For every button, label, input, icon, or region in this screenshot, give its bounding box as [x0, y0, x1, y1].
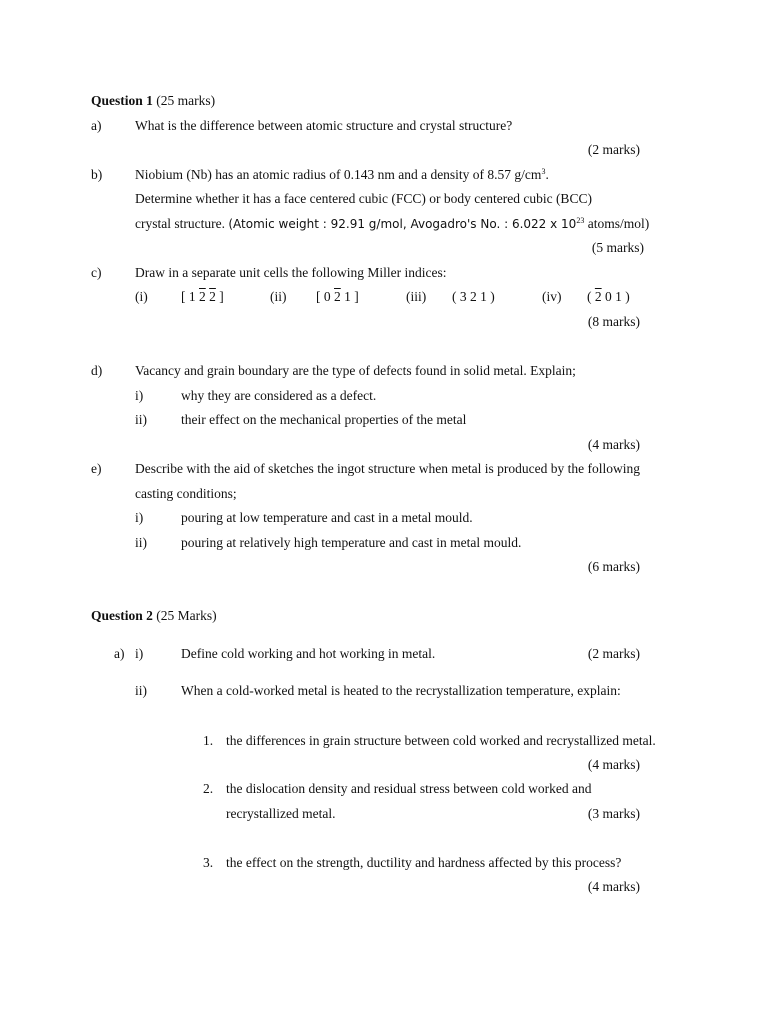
q1-b-line3: [135, 216, 649, 232]
q1-b-line1-end: .: [545, 167, 549, 182]
q1-c-iv-d3: 1: [615, 289, 622, 304]
q1-c-ii-index: [316, 289, 359, 305]
q1-c-i-label: (i): [135, 289, 148, 304]
q1-a-text: What is the difference between atomic structure and crystal structure?: [135, 118, 513, 133]
q1-b-marks: (5 marks): [591, 240, 644, 255]
q1-a-marks: (2 marks): [587, 142, 640, 157]
q1-c-iii-index: ( 3 2 1 ): [452, 289, 495, 304]
q1-c-iv-index: [587, 289, 630, 305]
q1-c-iv-d2: 0: [605, 289, 612, 304]
q2-item-2-num: 2.: [203, 781, 214, 796]
q2-item-3-text: the effect on the strength, ductility and hardness affected by this process?: [226, 855, 622, 870]
q1-c-iv-d1-bar: 2: [594, 289, 602, 304]
q1-a-label: a): [91, 118, 102, 133]
q1-d-ii-text: their effect on the mechanical properties of the metal: [181, 412, 467, 427]
q1-c-label: c): [91, 265, 102, 280]
question-2-marks: (25 Marks): [156, 608, 217, 623]
question-2-title: Question 2: [91, 608, 153, 623]
q1-d-marks: (4 marks): [587, 437, 640, 452]
question-2-heading: [91, 608, 217, 624]
q1-c-i-d1: 1: [188, 289, 196, 304]
q1-c-ii-d1: 0: [323, 289, 331, 304]
q1-c-ii-close: ]: [350, 289, 359, 304]
q1-c-ii-d2-bar: 2: [334, 289, 341, 304]
q1-b-line1-text: Niobium (Nb) has an atomic radius of 0.143 nm and a density of 8.57 g/cm: [135, 167, 542, 182]
question-1-heading: [91, 93, 215, 109]
q1-c-marks: (8 marks): [587, 314, 640, 329]
q1-d-i-label: i): [135, 388, 144, 403]
q2-item-1-marks: (4 marks): [587, 757, 640, 772]
q1-e-ii-label: ii): [135, 535, 147, 550]
q2-a-i-text: Define cold working and hot working in metal.: [181, 646, 436, 661]
q2-item-2-line2: recrystallized metal.: [226, 806, 336, 821]
q2-a-label: a): [114, 646, 125, 661]
q1-e-line1: Describe with the aid of sketches the ingot structure when metal is produced by the following: [135, 461, 640, 476]
q1-e-marks: (6 marks): [587, 559, 640, 574]
q1-d-ii-label: ii): [135, 412, 147, 427]
q1-c-i-d3-bar: 2: [209, 289, 216, 304]
q1-b-line1-sup: 3: [541, 167, 546, 176]
q1-c-iv-label: (iv): [542, 289, 562, 304]
q2-a-i-label: i): [135, 646, 144, 661]
q1-c-i-open: [: [181, 289, 189, 304]
q1-b-line3-sup: 23: [576, 216, 585, 225]
q1-e-line2: casting conditions;: [135, 486, 237, 501]
q1-c-iv-close: ): [621, 289, 630, 304]
question-1-marks: (25 marks): [156, 93, 216, 108]
q2-a-ii-text: When a cold-worked metal is heated to the recrystallization temperature, explain:: [181, 683, 621, 698]
question-1-title: Question 1: [91, 93, 153, 108]
q1-d-i-text: why they are considered as a defect.: [181, 388, 377, 403]
q1-d-text: Vacancy and grain boundary are the type of defects found in solid metal. Explain;: [135, 363, 576, 378]
q1-b-line1: [135, 167, 549, 183]
q1-c-i-close: ]: [215, 289, 224, 304]
q1-c-ii-d3: 1: [344, 289, 351, 304]
q1-b-line3-data: (Atomic weight : 92.91 g/mol, Avogadro's No. : 6.022 x 10: [228, 217, 577, 231]
q1-c-i-index: [181, 289, 224, 305]
q1-b-line3-text: crystal structure.: [135, 216, 229, 231]
q2-item-1-num: 1.: [203, 733, 214, 748]
q1-e-ii-text: pouring at relatively high temperature and cast in metal mould.: [181, 535, 522, 550]
q1-c-text: Draw in a separate unit cells the following Miller indices:: [135, 265, 447, 280]
q1-c-iii-label: (iii): [406, 289, 427, 304]
q1-d-label: d): [91, 363, 103, 378]
q2-item-3-marks: (4 marks): [587, 879, 640, 894]
q1-e-i-label: i): [135, 510, 144, 525]
q1-c-iv-open: (: [587, 289, 595, 304]
q1-c-ii-open: [: [316, 289, 324, 304]
q2-item-2-line1: the dislocation density and residual stress between cold worked and: [226, 781, 592, 796]
q1-c-i-d2-bar: 2: [199, 289, 206, 304]
q1-b-line3-end: atoms/mol): [584, 216, 650, 231]
q1-b-label: b): [91, 167, 103, 182]
q1-c-ii-label: (ii): [270, 289, 287, 304]
q2-a-ii-label: ii): [135, 683, 147, 698]
q2-item-2-marks: (3 marks): [587, 806, 640, 821]
q1-e-label: e): [91, 461, 102, 476]
q2-a-i-marks: (2 marks): [587, 646, 640, 661]
q1-e-i-text: pouring at low temperature and cast in a metal mould.: [181, 510, 473, 525]
q2-item-3-num: 3.: [203, 855, 214, 870]
q1-b-line2: Determine whether it has a face centered cubic (FCC) or body centered cubic (BCC): [135, 191, 592, 206]
q2-item-1-text: the differences in grain structure between cold worked and recrystallized metal.: [226, 733, 656, 748]
